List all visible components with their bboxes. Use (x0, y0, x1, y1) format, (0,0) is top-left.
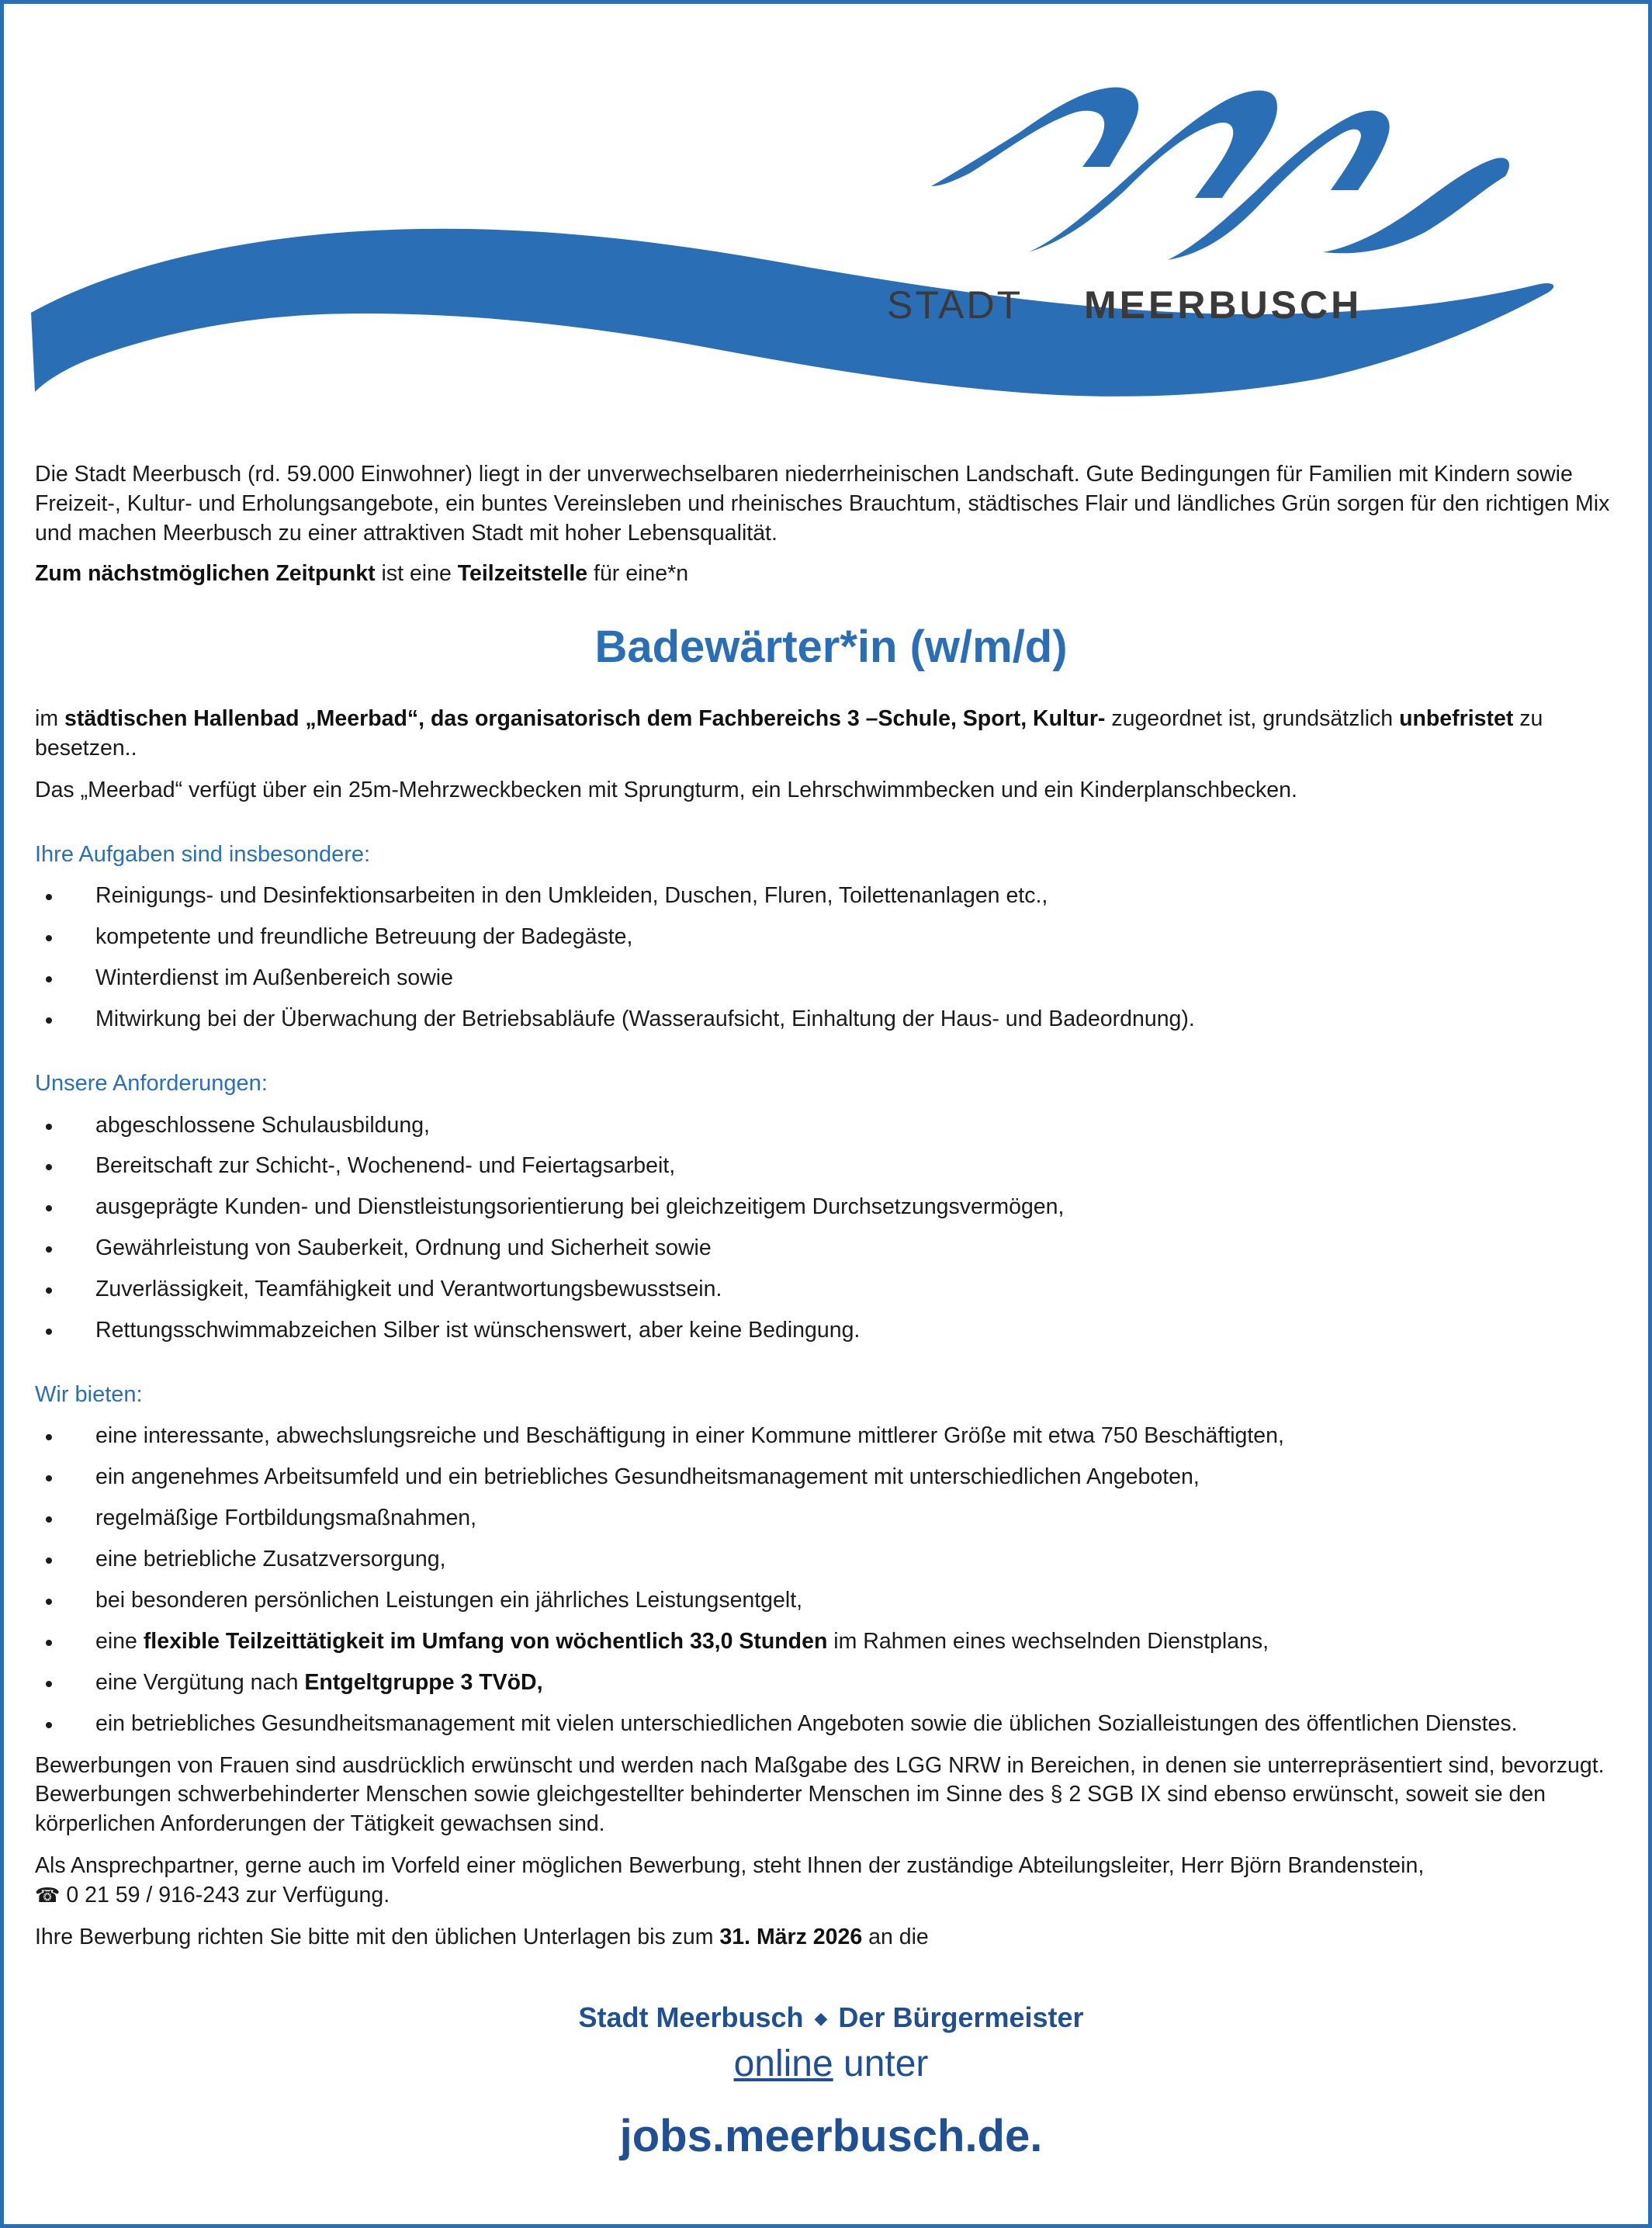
contact-suffix: zur Verfügung. (239, 1883, 390, 1908)
contact-text: Als Ansprechpartner, gerne auch im Vorfeld einer möglichen Bewerbung, steht Ihnen der zuständige Abteilungsleiter, Herr Björn Brandenstein, (35, 1853, 1425, 1879)
footer (35, 1999, 1627, 2166)
online-link[interactable]: online (733, 2043, 833, 2084)
offer-text: eine Vergütung nach (95, 1669, 305, 1695)
deadline-date: 31. März 2026 (719, 1925, 863, 1949)
job-title: Badewärter*in (w/m/d) (594, 621, 1068, 672)
position-timing: Zum nächstmöglichen Zeitpunkt (35, 560, 376, 586)
offer-pay-grade: Entgeltgruppe 3 TVöD, (304, 1669, 543, 1695)
equality-paragraph: Bewerbungen von Frauen sind ausdrücklich erwünscht und werden nach Maßgabe des LGG NRW in Bereichen, in denen sie unterrepräsentiert sind, bevorzugt. Bewerbungen schwerbehinderter Menschen sowie gleichgestellter behinderter Menschen im Sinne des § 2 SGB IX sind ebenso erwünscht, soweit sie den körperlichen Anforderungen der Tätigkeit gewachsen sind. (35, 1752, 1605, 1837)
assignment-text-1: im (35, 706, 64, 732)
contact-phone[interactable]: 0 21 59 / 916-243 (66, 1883, 240, 1908)
offers-list (35, 1422, 1627, 1738)
contact-paragraph (35, 1852, 1627, 1911)
logo-text-meerbusch: MEERBUSCH (1084, 283, 1363, 327)
list-item: Winterdienst im Außenbereich sowie (35, 964, 1627, 993)
list-item: ein betriebliches Gesundheitsmanagement mit vielen unterschiedlichen Angeboten sowie die üblichen Sozialleistungen des öffentlichen Dienstes. (35, 1710, 1627, 1739)
deadline-paragraph (35, 1923, 1627, 1953)
list-item: Bereitschaft zur Schicht-, Wochenend- und Feiertagsarbeit, (35, 1152, 1627, 1181)
offers-heading: Wir bieten: (35, 1381, 143, 1407)
offer-text: im Rahmen eines wechselnden Dienstplans, (827, 1628, 1269, 1654)
deadline-text: Ihre Bewerbung richten Sie bitte mit den üblichen Unterlagen bis zum (35, 1925, 720, 1949)
list-item: abgeschlossene Schulausbildung, (35, 1111, 1627, 1141)
assignment-paragraph (35, 705, 1627, 764)
list-item: ausgeprägte Kunden- und Dienstleistungsorientierung bei gleichzeitigem Durchsetzungsvermögen, (35, 1193, 1627, 1222)
list-item: bei besonderen persönlichen Leistungen ein jährliches Leistungsentgelt, (35, 1586, 1627, 1616)
position-text-1: ist eine (375, 560, 458, 586)
logo-text-stadt: STADT (887, 283, 1023, 327)
offer-working-hours: flexible Teilzeittätigkeit im Umfang von wöchentlich 33,0 Stunden (143, 1628, 828, 1654)
assignment-term: unbefristet (1399, 706, 1514, 732)
footer-org-line (35, 1999, 1627, 2036)
list-item: Rettungsschwimmabzeichen Silber ist wünschenswert, aber keine Bedingung. (35, 1316, 1627, 1346)
offer-text: eine (95, 1628, 144, 1654)
footer-unter: unter (833, 2043, 929, 2084)
logo-header (4, 4, 1648, 446)
list-item: ein angenehmes Arbeitsumfeld und ein betriebliches Gesundheitsmanagement mit unterschiedlichen Angeboten, (35, 1463, 1627, 1492)
list-item: Mitwirkung bei der Überwachung der Betriebsabläufe (Wasseraufsicht, Einhaltung der Haus- und Badeordnung). (35, 1005, 1627, 1034)
assignment-text-3: zu besetzen.. (35, 706, 1543, 761)
list-item: eine interessante, abwechslungsreiche und Beschäftigung in einer Kommune mittlerer Größe mit etwa 750 Beschäftigten, (35, 1422, 1627, 1451)
list-item: Gewährleistung von Sauberkeit, Ordnung und Sicherheit sowie (35, 1234, 1627, 1263)
position-type: Teilzeitstelle (457, 560, 588, 586)
list-item: Zuverlässigkeit, Teamfähigkeit und Verantwortungsbewusstsein. (35, 1275, 1627, 1305)
main-content (35, 460, 1627, 2166)
footer-mayor: Der Bürgermeister (838, 2001, 1084, 2033)
footer-org: Stadt Meerbusch (578, 2001, 804, 2033)
list-item: kompetente und freundliche Betreuung der Badegäste, (35, 923, 1627, 952)
stadt-meerbusch-logo (4, 4, 1648, 446)
list-item: Reinigungs- und Desinfektionsarbeiten in den Umkleiden, Duschen, Fluren, Toilettenanlagen etc., (35, 882, 1627, 911)
website-link[interactable]: jobs.meerbusch.de. (619, 2110, 1043, 2161)
tasks-heading: Ihre Aufgaben sind insbesondere: (35, 841, 371, 867)
logo-wave-m-icon (931, 87, 1509, 260)
assignment-department: städtischen Hallenbad „Meerbad“, das organisatorisch dem Fachbereichs 3 –Schule, Sport, Kultur- (64, 706, 1106, 732)
intro-paragraph: Die Stadt Meerbusch (rd. 59.000 Einwohner) liegt in der unverwechselbaren niederrheinischen Landschaft. Gute Bedingungen für Familien mit Kindern sowie Freizeit-, Kultur- und Erholungsangebote, ein buntes Vereinsleben und rheinisches Brauchtum, städtisches Flair und ländliches Grün sorgen für den richtigen Mix und machen Meerbusch zu einer attraktiven Stadt mit hoher Lebensqualität. (35, 462, 1610, 546)
assignment-text-2: zugeordnet ist, grundsätzlich (1105, 706, 1400, 732)
requirements-heading: Unsere Anforderungen: (35, 1070, 268, 1096)
list-item: regelmäßige Fortbildungsmaßnahmen, (35, 1504, 1627, 1533)
list-item: eine betriebliche Zusatzversorgung, (35, 1545, 1627, 1575)
footer-online-line (35, 2039, 1627, 2089)
tasks-list (35, 882, 1627, 1034)
requirements-list (35, 1111, 1627, 1346)
pool-description: Das „Meerbad“ verfügt über ein 25m-Mehrzweckbecken mit Sprungturm, ein Lehrschwimmbecken und ein Kinderplanschbecken. (35, 777, 1297, 802)
diamond-separator-icon: ◆ (814, 2008, 828, 2028)
position-line (35, 560, 1627, 589)
deadline-text-end: an die (862, 1925, 929, 1949)
list-item (35, 1627, 1627, 1657)
telephone-icon: ☎ (35, 1884, 61, 1908)
list-item (35, 1668, 1627, 1698)
position-text-2: für eine*n (587, 560, 689, 586)
